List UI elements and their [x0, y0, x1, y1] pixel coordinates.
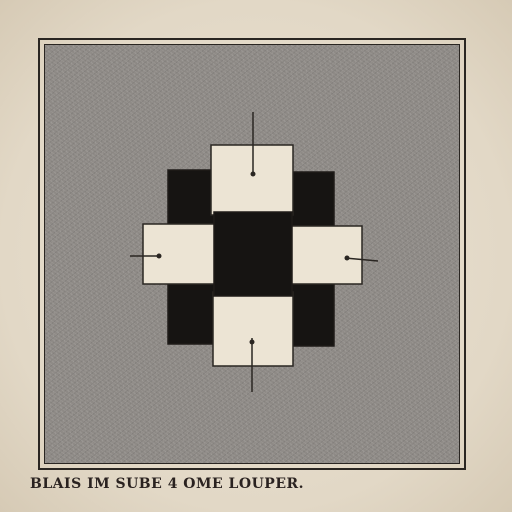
center-square — [214, 212, 292, 296]
arm-top — [211, 145, 293, 215]
caption-text: BLAIS IM SUBE 4 OME LOUPER. — [30, 476, 304, 492]
corner-square-bottom-right — [290, 284, 334, 346]
corner-square-bottom-left — [168, 284, 214, 344]
pin-right-dot — [345, 256, 350, 261]
pin-top-dot — [251, 172, 256, 177]
arm-right — [288, 226, 362, 284]
arm-left — [143, 224, 217, 284]
arm-bottom — [213, 292, 293, 366]
pin-bottom-dot — [250, 340, 255, 345]
corner-square-top-left — [168, 170, 214, 226]
corner-square-top-right — [290, 172, 334, 226]
pin-left-dot — [157, 254, 162, 259]
